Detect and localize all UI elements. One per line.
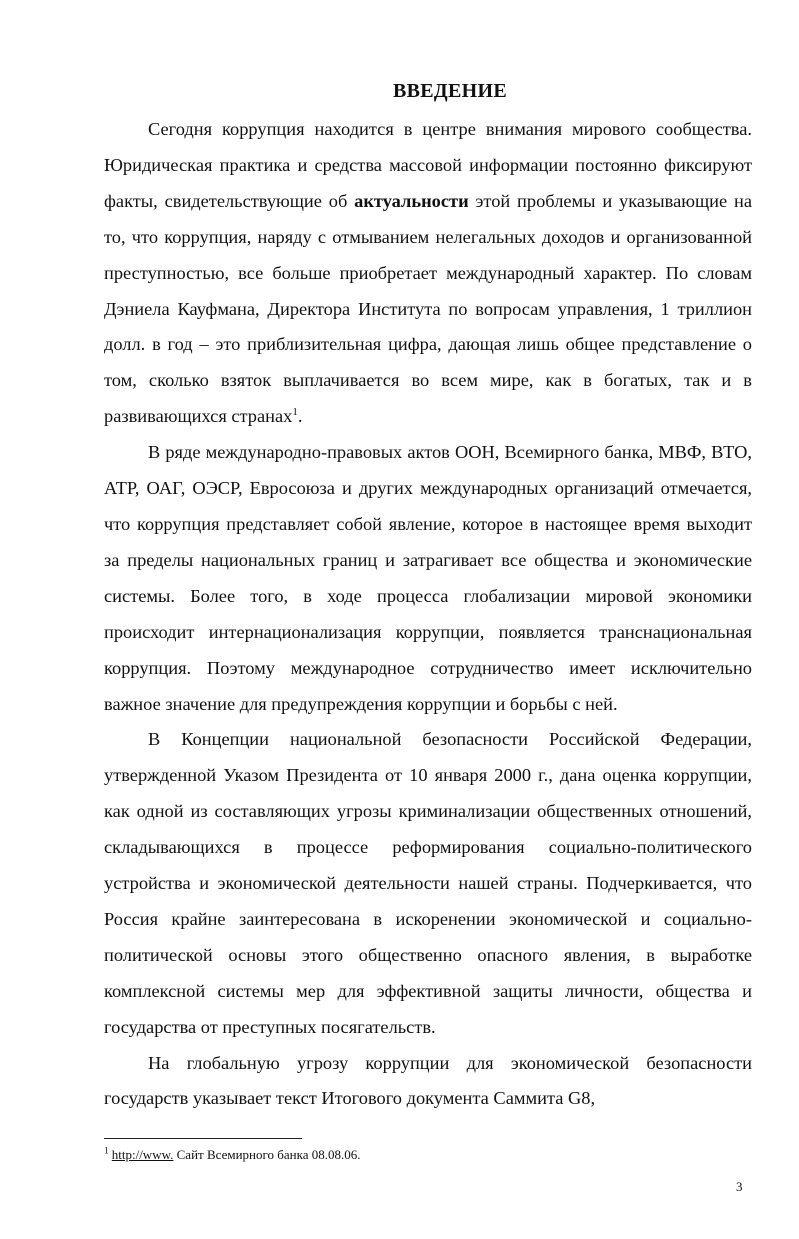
- footnote: [104, 1147, 360, 1163]
- paragraph-1-text-end: этой проблемы и указывающие на то, что коррупция, наряду с отмыванием нелегальных доходов и организованной преступностью, все больше приобретает международный характер. По словам Дэниела Кауфмана, Директора Института по вопросам управления, 1 триллион долл. в год – это приблизительная цифра, дающая лишь общее представление о том, сколько взяток выплачивается во всем мире, как в богатых, так и в развивающихся странах: [104, 190, 753, 427]
- paragraph-3: В Концепции национальной безопасности Российской Федерации, утвержденной Указом Президента от 10 января 2000 г., дана оценка коррупции, как одной из составляющих угрозы криминализации общественных отношений, складывающихся в процессе реформирования социально-политического устройства и экономической деятельности нашей страны. Подчеркивается, что Россия крайне заинтересована в искоренении экономической и социально-политической основы этого общественно опасного явления, в выработке комплексной системы мер для эффективной защиты личности, общества и государства от преступных посягательств.: [104, 729, 752, 1037]
- footnote-divider: [104, 1138, 302, 1139]
- paragraph-1: [104, 112, 752, 435]
- page-title: ВВЕДЕНИЕ: [393, 80, 507, 102]
- paragraph-2: В ряде международно-правовых актов ООН, Всемирного банка, МВФ, ВТО, АТР, ОАГ, ОЭСР, Евросоюза и других международных организаций отмечается, что коррупция представляет собой явление, которое в настоящее время выходит за пределы национальных границ и затрагивает все общества и экономические системы. Более того, в ходе процесса глобализации мировой экономики происходит интернационализация коррупции, появляется транснациональная коррупция. Поэтому международное сотрудничество имеет исключительно важное значение для предупреждения коррупции и борьбы с ней.: [104, 442, 752, 714]
- page-number: 3: [736, 1179, 743, 1194]
- paragraph-4: На глобальную угрозу коррупции для экономической безопасности государств указывает текст Итогового документа Саммита G8,: [104, 1052, 752, 1109]
- footnote-text: Сайт Всемирного банка 08.08.06.: [173, 1147, 361, 1162]
- body-text: [104, 112, 752, 1117]
- paragraph-1-period: .: [297, 406, 303, 427]
- footnote-number: 1: [104, 1145, 109, 1156]
- footnote-reference[interactable]: 1: [292, 406, 298, 419]
- paragraph-1-bold-term: актуальности: [354, 190, 469, 211]
- footnote-link[interactable]: http://www.: [111, 1147, 174, 1162]
- paragraph-1-text-start: Сегодня коррупция находится в центре внимания мирового сообщества. Юридическая практика и средства массовой информации постоянно фиксируют факты, свидетельствующие об: [104, 119, 752, 211]
